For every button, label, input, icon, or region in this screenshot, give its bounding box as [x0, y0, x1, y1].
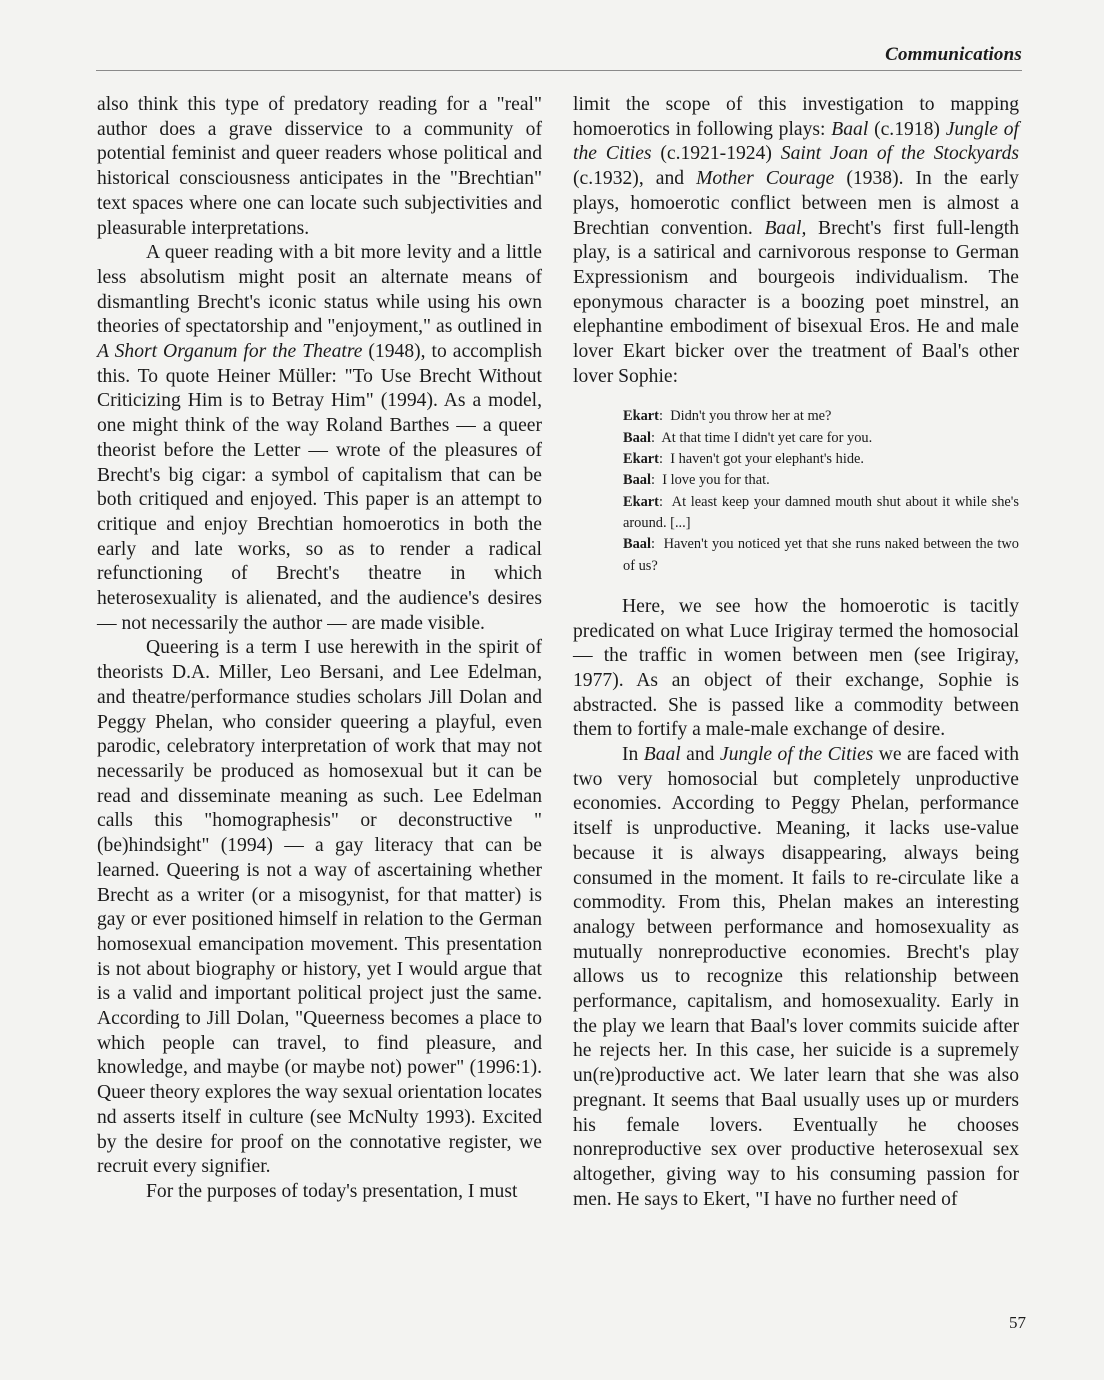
dialogue-quote — [623, 406, 1019, 576]
dialogue-line: Baal: I love you for that. — [623, 472, 770, 489]
dialogue-line: Ekart: Didn't you throw her at me? — [623, 408, 832, 425]
dialogue-line: Baal: Haven't you noticed yet that she runs naked between the two of us? — [623, 536, 1019, 574]
work-title: Mother Courage — [696, 168, 835, 190]
right-column — [573, 93, 1019, 1212]
work-title: Baal, — [764, 217, 807, 239]
dialogue-line: Ekart: At least keep your damned mouth shut about it while she's around. [...] — [623, 493, 1019, 531]
dialogue-line: Baal: At that time I didn't yet care for you. — [623, 429, 873, 446]
work-title: A Short Organum for the Theatre — [97, 341, 363, 363]
speaker: Baal — [623, 536, 651, 553]
paragraph: also think this type of predatory reading for a "real" author does a grave disservice to a community of potential feminist and queer readers whose political and historical consciousness anticipates in the "Brechtian" text spaces where one can locate such subjectivities and pleasurable interpretations. — [97, 94, 542, 239]
speaker: Ekart — [623, 408, 659, 425]
speaker: Baal — [623, 472, 651, 489]
paragraph: Queering is a term I use herewith in the spirit of theorists D.A. Miller, Leo Bersani, and Lee Edelman, and theatre/performance studies scholars Jill Dolan and Peggy Phelan, who consider queering a playful, even parodic, celebratory interpretation of work that may not necessarily be produced as homosexual but it can be read and disseminate meaning as such. Lee Edelman calls this "homographesis" or deconstructive "(be)hindsight" (1994) — a gay literacy that can be learned. Queering is not a way of ascertaining whether Brecht as a writer (or a misogynist, for that matter) is gay or ever positioned himself in relation to the German homosexual emancipation movement. This presentation is not about biography or history, yet I would argue that is a valid and important political project just the same. According to Jill Dolan, "Queerness becomes a place to which people can travel, to find pleasure, and knowledge, and maybe (or maybe not) power" (1996:1). Queer theory explores the way sexual orientation locates nd asserts itself in culture (see McNulty 1993). Excited by the desire for proof on the connotative register, we recruit every signifier. — [97, 637, 542, 1178]
page-number: 57 — [1009, 1313, 1026, 1332]
work-title: Saint Joan of the Stockyards — [780, 143, 1019, 165]
work-title: Baal — [643, 744, 681, 766]
header-rule — [96, 70, 1022, 71]
paragraph: limit the scope of this investigation to mapping homoerotics in following plays: Baal (c.1918) Jungle of the Cities (c.1921-1924) Saint Joan of the Stockyards (c.1932), and Mother Courage (1938). In the early plays, homoerotic conflict between men is almost a Brechtian convention. Baal, Brecht's first full-length play, is a satirical and carnivorous response to German Expressionism and bourgeois individualism. The eponymous character is a boozing poet minstrel, an elephantine embodiment of bisexual Eros. He and male lover Ekart bicker over the treatment of Baal's other lover Sophie: — [573, 94, 1019, 387]
dialogue-line: Ekart: I haven't got your elephant's hide. — [623, 451, 864, 468]
paragraph: In Baal and Jungle of the Cities we are faced with two very homosocial but completely unproductive economies. According to Peggy Phelan, performance itself is unproductive. Meaning, it lacks use-value because it is always disappearing, always being consumed in the moment. It fails to re-circulate like a commodity. From this, Phelan makes an interesting analogy between performance and homosexuality as mutually nonreproductive economies. Brecht's play allows us to recognize this relationship between performance, capitalism, and homosexuality. Early in the play we learn that Baal's lover commits suicide after he rejects her. In this case, her suicide is a supremely un(re)productive act. We later learn that she was also pregnant. It seems that Baal usually uses up or murders his female lovers. Eventually he chooses nonreproductive sex over productive heterosexual sex altogether, giving way to his consuming passion for men. He says to Ekert, "I have no further need of — [573, 744, 1019, 1210]
paragraph: Here, we see how the homoerotic is tacitly predicated on what Luce Irigiray termed the homosocial — the traffic in women between men (see Irigiray, 1977). As an object of their exchange, Sophie is abstracted. She is passed like a commodity between them to fortify a male-male exchange of desire. — [573, 595, 1019, 741]
paragraph: For the purposes of today's presentation, I must — [146, 1180, 518, 1202]
speaker: Ekart — [623, 493, 659, 510]
work-title: Jungle of the Cities — [573, 118, 1019, 165]
left-column — [97, 93, 542, 1205]
speaker: Ekart — [623, 451, 659, 468]
work-title: Baal — [831, 118, 869, 140]
running-head-title: Communications — [885, 44, 1022, 65]
paragraph: A queer reading with a bit more levity and a little less absolutism might posit an alternate means of dismantling Brecht's iconic status while using his own theories of spectatorship and "enjoyment," as outlined in A Short Organum for the Theatre (1948), to accomplish this. To quote Heiner Müller: "To Use Brecht Without Criticizing Him is to Betray Him" (1994). As a model, one might think of the way Roland Barthes — a queer theorist before the Letter — wrote of the pleasures of Brecht's big cigar: a symbol of capitalism that can be both critiqued and enjoyed. This paper is an attempt to critique and enjoy Brechtian homoerotics in both the early and late works, so as to render a radical refunctioning of Brecht's theatre in which heterosexuality is alienated, and the audience's desires — not necessarily the author — are made visible. — [97, 242, 542, 634]
speaker: Baal — [623, 429, 651, 446]
work-title: Jungle of the Cities — [719, 744, 874, 766]
